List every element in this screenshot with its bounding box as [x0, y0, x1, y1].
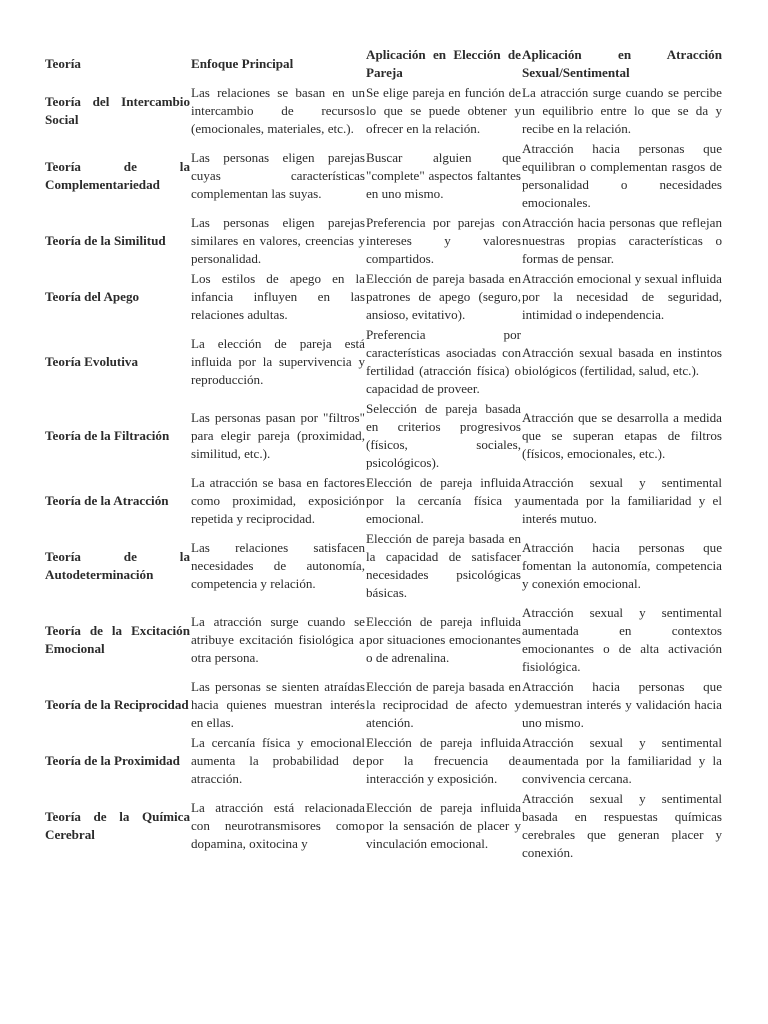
cell-attraction: Atracción hacia personas que equilibran o complementan rasgos de personalidad o necesidades emocionales. — [522, 141, 722, 210]
cell-focus: La atracción está relacionada con neurotransmisores como dopamina, oxitocina y — [191, 800, 365, 851]
cell-theory: Teoría de la Química Cerebral — [45, 809, 190, 842]
cell-attraction: Atracción hacia personas que demuestran interés y validación hacia uno mismo. — [522, 679, 722, 730]
cell-partner-choice: Selección de pareja basada en criterios progresivos (físicos, sociales, psicológicos). — [366, 401, 521, 470]
cell-focus: La elección de pareja está influida por la supervivencia y reproducción. — [191, 336, 365, 387]
cell-theory: Teoría de la Similitud — [45, 233, 166, 248]
table-row — [45, 84, 723, 140]
table-row — [45, 214, 723, 270]
header-partner-choice: Aplicación en Elección de Pareja — [366, 47, 521, 80]
cell-theory: Teoría de la Atracción — [45, 493, 169, 508]
cell-partner-choice: Preferencia por parejas con intereses y valores compartidos. — [366, 215, 521, 266]
cell-focus: Las personas eligen parejas cuyas características complementan las suyas. — [191, 150, 365, 201]
cell-partner-choice: Elección de pareja basada en la capacidad de satisfacer necesidades psicológicas básicas. — [366, 531, 521, 600]
cell-theory: Teoría de la Excitación Emocional — [45, 623, 190, 656]
cell-attraction: Atracción hacia personas que fomentan la autonomía, competencia y conexión emocional. — [522, 540, 722, 591]
cell-attraction: Atracción que se desarrolla a medida que se superan etapas de filtros (físicos, emocionales, etc.). — [522, 410, 722, 461]
cell-partner-choice: Elección de pareja basada en la reciprocidad de afecto y atención. — [366, 679, 521, 730]
cell-attraction: Atracción sexual y sentimental aumentada en contextos emocionantes o de alta activación fisiológica. — [522, 605, 722, 674]
cell-partner-choice: Elección de pareja influida por la cercanía física y emocional. — [366, 475, 521, 526]
header-attraction: Aplicación en Atracción Sexual/Sentimental — [522, 47, 722, 80]
table-row — [45, 790, 723, 864]
table-row — [45, 270, 723, 326]
table-row — [45, 530, 723, 604]
table-row — [45, 474, 723, 530]
cell-theory: Teoría Evolutiva — [45, 354, 138, 369]
cell-attraction: Atracción sexual y sentimental aumentada por la familiaridad y la convivencia cercana. — [522, 735, 722, 786]
cell-partner-choice: Elección de pareja basada en patrones de apego (seguro, ansioso, evitativo). — [366, 271, 521, 322]
table-row — [45, 140, 723, 214]
cell-attraction: Atracción sexual basada en instintos biológicos (fertilidad, salud, etc.). — [522, 345, 722, 378]
cell-focus: Los estilos de apego en la infancia influyen en las relaciones adultas. — [191, 271, 365, 322]
cell-theory: Teoría de la Autodeterminación — [45, 549, 190, 582]
cell-theory: Teoría de la Proximidad — [45, 753, 180, 768]
table-row — [45, 734, 723, 790]
theories-table — [45, 46, 723, 864]
cell-theory: Teoría de la Complementariedad — [45, 159, 190, 192]
table-row — [45, 604, 723, 678]
table-row — [45, 326, 723, 400]
table-row — [45, 678, 723, 734]
cell-attraction: Atracción emocional y sexual influida por la necesidad de seguridad, intimidad o independencia. — [522, 271, 722, 322]
table-body — [45, 84, 723, 864]
cell-partner-choice: Se elige pareja en función de lo que se puede obtener y ofrecer en la relación. — [366, 85, 521, 136]
cell-attraction: Atracción sexual y sentimental aumentada por la familiaridad y el interés mutuo. — [522, 475, 722, 526]
cell-partner-choice: Elección de pareja influida por la sensación de placer y vinculación emocional. — [366, 800, 521, 851]
cell-attraction: Atracción sexual y sentimental basada en respuestas químicas cerebrales que generan placer y conexión. — [522, 791, 722, 860]
header-focus: Enfoque Principal — [191, 56, 294, 71]
cell-focus: Las relaciones satisfacen necesidades de autonomía, competencia y relación. — [191, 540, 365, 591]
cell-focus: Las personas se sienten atraídas hacia quienes muestran interés en ellas. — [191, 679, 365, 730]
header-theory: Teoría — [45, 56, 81, 71]
cell-partner-choice: Elección de pareja influida por situaciones emocionantes o de adrenalina. — [366, 614, 521, 665]
cell-theory: Teoría de la Filtración — [45, 428, 170, 443]
cell-partner-choice: Buscar alguien que "complete" aspectos faltantes en uno mismo. — [366, 150, 521, 201]
cell-focus: La atracción surge cuando se atribuye excitación fisiológica a otra persona. — [191, 614, 365, 665]
cell-focus: Las personas pasan por "filtros" para elegir pareja (proximidad, similitud, etc.). — [191, 410, 365, 461]
cell-theory: Teoría del Intercambio Social — [45, 94, 190, 127]
cell-partner-choice: Elección de pareja influida por la frecuencia de interacción y exposición. — [366, 735, 521, 786]
cell-theory: Teoría del Apego — [45, 289, 140, 304]
cell-attraction: Atracción hacia personas que reflejan nuestras propias características o formas de pensar. — [522, 215, 722, 266]
cell-partner-choice: Preferencia por características asociadas con fertilidad (atracción física) o capacidad de proveer. — [366, 327, 521, 396]
table-header-row — [45, 46, 723, 84]
cell-focus: La atracción se basa en factores como proximidad, exposición repetida y reciprocidad. — [191, 475, 365, 526]
cell-focus: Las personas eligen parejas similares en valores, creencias y personalidad. — [191, 215, 365, 266]
cell-focus: La cercanía física y emocional aumenta la probabilidad de atracción. — [191, 735, 365, 786]
table-row — [45, 400, 723, 474]
cell-attraction: La atracción surge cuando se percibe un equilibrio entre lo que se da y recibe en la relación. — [522, 85, 722, 136]
cell-focus: Las relaciones se basan en un intercambio de recursos (emocionales, materiales, etc.). — [191, 85, 365, 136]
cell-theory: Teoría de la Reciprocidad — [45, 697, 189, 712]
